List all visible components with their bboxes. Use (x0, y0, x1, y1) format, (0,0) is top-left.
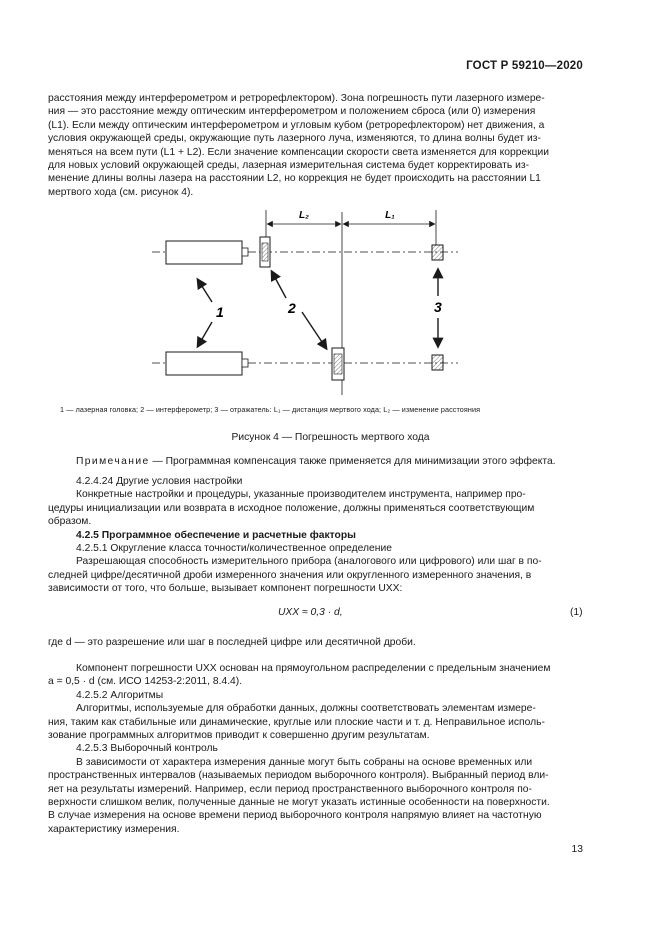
text-line: зависимости от того, что больше, вызывает компонент погрешности UXX: (48, 583, 403, 595)
section-heading: 4.2.5.3 Выборочный контроль (76, 743, 218, 755)
note (76, 456, 556, 467)
laser-head-top (166, 241, 242, 264)
text-line: меняться на всем пути (L1 + L2). Если значение компенсации скорости света изменяется для коррекции (48, 146, 550, 158)
text-line: верхности слишком велик, полученные данные не могут указать истинные особенности на поверхности. (48, 797, 550, 809)
section-4-2-4-24 (48, 475, 584, 596)
text-line: Компонент погрешности UXX основан на прямоугольном распределении с предельным значением (76, 663, 551, 674)
section-heading: 4.2.4.24 Другие условия настройки (76, 476, 243, 487)
section-heading: 4.2.5.2 Алгоритмы (76, 689, 164, 701)
document-code: ГОСТ Р 59210—2020 (466, 60, 583, 72)
text-line: характеристику измерения. (48, 823, 180, 835)
l1-label: L₁ (385, 210, 395, 221)
reflector-top (432, 245, 443, 260)
text-line: зование программных алгоритмов приводит к совершенно другим результатам. (48, 730, 430, 742)
callout-3-label: 3 (434, 299, 442, 315)
text-line: следней цифре/десятичной дроби измеренного значения или округленного измеренного значения, в (48, 569, 532, 581)
section-heading: 4.2.5.1 Округление класса точности/количественное определение (76, 543, 392, 555)
text-line: для новых условий окружающей среды, лазерная измерительная система будет корректировать из- (48, 160, 530, 172)
callout-1-arrow-up (198, 280, 212, 302)
formula-number: (1) (570, 607, 583, 618)
note-text: — Программная компенсация также применяется для минимизации этого эффекта. (149, 456, 556, 467)
text-line: Алгоритмы, используемые для обработки данных, должны соответствовать элементам измере- (76, 703, 536, 715)
callout-1-arrow-down (198, 322, 212, 346)
section-heading: 4.2.5 Программное обеспечение и расчетные факторы (76, 529, 356, 541)
text-line: условия окружающей среды, окружающие путь лазерного луча, изменяются, то длина волны будет из- (48, 133, 541, 145)
laser-head-bottom-nozzle (242, 359, 248, 367)
text-line: расстояния между интерферометром и ретрорефлектором). Зона погрешность пути лазерного измере- (48, 93, 545, 104)
formula-expression: UXX ≈ 0,3 · d, (278, 607, 343, 618)
text-line: a = 0,5 · d (см. ИСО 14253-2:2011, 8.4.4). (48, 676, 243, 688)
text-line: ния — это расстояние между оптическим интерферометром и положением сброса (или 0) измерения (48, 106, 536, 118)
text-line: мертвого хода (см. рисунок 4). (48, 186, 194, 198)
page-number: 13 (571, 844, 583, 855)
l2-label: L₂ (299, 210, 309, 221)
text-line: ния, таким как стабильные или динамические, круглые или плоские части и т. д. Неправильное исполь- (48, 716, 545, 728)
text-line: цедуры инициализации или возврата в исходное положение, должны применяться соответствующим (48, 502, 535, 514)
callout-2-arrow-up (272, 272, 286, 298)
dead-path-diagram (48, 200, 608, 400)
callout-2-label: 2 (288, 300, 296, 316)
intro-paragraph (48, 92, 584, 199)
laser-head-top-nozzle (242, 248, 248, 256)
text-line: пространственных интервалов (называемых периодом выборочного контроля). Выбранный период вли- (48, 770, 549, 782)
text-line: образом. (48, 516, 92, 528)
text-line: (L1). Если между оптическим интерферометром и угловым кубом (ретрорефлектором) нет движения, а (48, 119, 545, 131)
figure-caption: Рисунок 4 — Погрешность мертвого хода (231, 432, 430, 443)
text-line: В зависимости от характера измерения данные могут быть собраны на основе временных или (76, 756, 533, 768)
text-line: Конкретные настройки и процедуры, указанные производителем инструмента, например про- (76, 489, 526, 501)
formula-explanation (48, 636, 584, 649)
note-label: Примечание (76, 456, 150, 467)
callout-2-arrow-down (302, 312, 326, 348)
text-line: где d — это разрешение или шаг в последней цифре или десятичной дроби. (48, 637, 416, 648)
text-line: яет на результаты измерений. Например, если период пространственного выборочного контроля по- (48, 783, 532, 795)
reflector-bottom (432, 355, 443, 370)
text-line: В случае измерения на основе времени период выборочного контроля напрямую влияет на частотную (48, 810, 542, 822)
text-line: менение длины волны лазера на расстоянии L2, но коррекция не будет происходить на расстоянии L1 (48, 173, 541, 185)
laser-head-bottom (166, 352, 242, 375)
text-line: Разрешающая способность измерительного прибора (аналогового или цифрового) или шаг в по- (76, 556, 542, 568)
figure-legend: 1 — лазерная головка; 2 — интерферометр; 3 — отражатель: L₁ — дистанция мертвого хода; L₂ — изменение расстояния (60, 405, 481, 414)
callout-1-label: 1 (216, 304, 224, 320)
section-4-2-5-body (48, 662, 584, 836)
